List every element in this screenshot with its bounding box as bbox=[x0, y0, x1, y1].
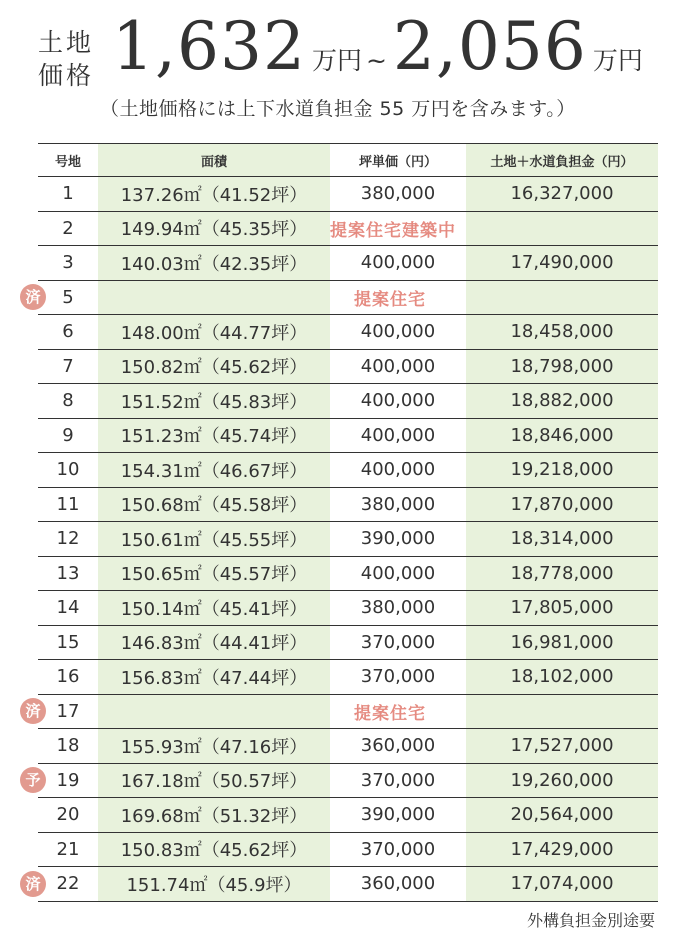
area-cell: 150.14㎡（45.41坪） bbox=[98, 591, 330, 626]
lot-number-cell bbox=[38, 246, 98, 281]
proposal-status: 提案住宅建築中 bbox=[330, 220, 456, 241]
unit-price-cell: 370,000 bbox=[360, 631, 436, 653]
total-cell: 17,527,000 bbox=[466, 729, 658, 764]
area-cell: 146.83㎡（44.41坪） bbox=[98, 625, 330, 660]
lot-number: 10 bbox=[56, 459, 80, 481]
table-row bbox=[38, 384, 658, 419]
lot-number: 12 bbox=[56, 528, 80, 550]
price-max-unit: 万円 bbox=[592, 46, 643, 75]
table-header-row bbox=[38, 144, 658, 177]
lot-number: 20 bbox=[56, 804, 80, 826]
area-cell: 151.23㎡（45.74坪） bbox=[98, 418, 330, 453]
area-cell: 167.18㎡（50.57坪） bbox=[98, 763, 330, 798]
unit-price-cell: 380,000 bbox=[360, 597, 436, 619]
total-cell: 19,218,000 bbox=[466, 453, 658, 488]
table-row bbox=[38, 418, 658, 453]
lot-table bbox=[25, 143, 658, 902]
total-cell: 16,327,000 bbox=[466, 177, 658, 212]
price-max: 2,056 bbox=[392, 8, 587, 85]
table-row bbox=[38, 315, 658, 350]
table-row bbox=[38, 349, 658, 384]
lot-number: 1 bbox=[62, 183, 74, 205]
lot-number: 11 bbox=[56, 493, 80, 515]
area-cell bbox=[98, 694, 330, 729]
status-cell bbox=[330, 211, 658, 246]
table-row bbox=[38, 832, 658, 867]
area-cell: 151.74㎡（45.9坪） bbox=[98, 867, 330, 902]
lot-number: 13 bbox=[56, 562, 80, 584]
total-cell: 19,260,000 bbox=[466, 763, 658, 798]
status-badge: 済 bbox=[20, 284, 46, 310]
label-line-1: 土地 bbox=[38, 28, 95, 57]
table-row bbox=[38, 625, 658, 660]
table-row bbox=[38, 453, 658, 488]
lot-number: 2 bbox=[62, 217, 74, 239]
lot-number: 21 bbox=[56, 838, 80, 860]
lot-number-cell bbox=[38, 591, 98, 626]
col-header-lot: 号地 bbox=[54, 154, 81, 170]
area-cell: 150.68㎡（45.58坪） bbox=[98, 487, 330, 522]
table-row bbox=[38, 660, 658, 695]
table-row bbox=[38, 246, 658, 281]
lot-number: 17 bbox=[56, 700, 80, 722]
area-cell: 156.83㎡（47.44坪） bbox=[98, 660, 330, 695]
area-cell: 148.00㎡（44.77坪） bbox=[98, 315, 330, 350]
lot-number: 7 bbox=[62, 355, 74, 377]
lot-number-cell bbox=[25, 694, 98, 729]
footer-note: 外構負担金別途要 bbox=[526, 911, 655, 930]
table-row bbox=[38, 694, 658, 729]
proposal-status: 提案住宅 bbox=[354, 703, 426, 724]
lot-number-cell bbox=[38, 384, 98, 419]
unit-price-cell: 400,000 bbox=[360, 355, 436, 377]
lot-number: 16 bbox=[56, 666, 80, 688]
total-cell: 18,102,000 bbox=[466, 660, 658, 695]
total-cell: 17,429,000 bbox=[466, 832, 658, 867]
unit-price-cell: 380,000 bbox=[360, 493, 436, 515]
lot-number-cell bbox=[38, 177, 98, 212]
lot-number: 18 bbox=[56, 735, 80, 757]
land-price-label bbox=[38, 26, 98, 92]
lot-number-cell bbox=[38, 453, 98, 488]
table-row bbox=[38, 729, 658, 764]
lot-number-cell bbox=[38, 315, 98, 350]
lot-number-cell bbox=[25, 280, 98, 315]
lot-number: 19 bbox=[56, 769, 80, 791]
area-cell: 154.31㎡（46.67坪） bbox=[98, 453, 330, 488]
area-cell: 149.94㎡（45.35坪） bbox=[98, 211, 330, 246]
proposal-status: 提案住宅 bbox=[354, 289, 426, 310]
area-cell: 150.83㎡（45.62坪） bbox=[98, 832, 330, 867]
unit-price-cell: 400,000 bbox=[360, 321, 436, 343]
total-cell: 17,805,000 bbox=[466, 591, 658, 626]
total-cell: 16,981,000 bbox=[466, 625, 658, 660]
lot-number-cell bbox=[25, 763, 98, 798]
area-cell: 140.03㎡（42.35坪） bbox=[98, 246, 330, 281]
lot-number: 9 bbox=[62, 424, 74, 446]
total-cell: 18,458,000 bbox=[466, 315, 658, 350]
unit-price-cell: 380,000 bbox=[360, 183, 436, 205]
lot-number-cell bbox=[38, 625, 98, 660]
price-min: 1,632 bbox=[112, 8, 306, 85]
table-row bbox=[38, 487, 658, 522]
unit-price-cell: 400,000 bbox=[360, 390, 436, 412]
area-cell: 150.61㎡（45.55坪） bbox=[98, 522, 330, 557]
lot-number: 3 bbox=[62, 252, 74, 274]
status-cell bbox=[330, 280, 658, 315]
status-cell bbox=[330, 694, 658, 729]
table-row bbox=[38, 211, 658, 246]
status-badge: 予 bbox=[20, 767, 46, 793]
table-row bbox=[38, 591, 658, 626]
price-min-unit: 万円 bbox=[311, 46, 362, 75]
unit-price-cell: 370,000 bbox=[360, 769, 436, 791]
area-cell: 137.26㎡（41.52坪） bbox=[98, 177, 330, 212]
table-row bbox=[38, 522, 658, 557]
col-header-total: 土地＋水道負担金（円） bbox=[466, 144, 658, 177]
total-cell: 17,074,000 bbox=[466, 867, 658, 902]
lot-number: 15 bbox=[56, 631, 80, 653]
unit-price-cell: 390,000 bbox=[360, 804, 436, 826]
lot-number-cell bbox=[38, 660, 98, 695]
price-range bbox=[112, 8, 647, 85]
lot-number-cell bbox=[38, 418, 98, 453]
unit-price-cell: 400,000 bbox=[360, 424, 436, 446]
status-badge: 済 bbox=[20, 698, 46, 724]
price-note: （土地価格には上下水道負担金 55 万円を含みます。） bbox=[100, 98, 576, 120]
area-cell: 151.52㎡（45.83坪） bbox=[98, 384, 330, 419]
area-cell: 169.68㎡（51.32坪） bbox=[98, 798, 330, 833]
lot-number-cell bbox=[38, 798, 98, 833]
area-cell: 150.82㎡（45.62坪） bbox=[98, 349, 330, 384]
table-row bbox=[38, 177, 658, 212]
table-row bbox=[38, 280, 658, 315]
lot-number: 14 bbox=[56, 597, 80, 619]
area-cell: 155.93㎡（47.16坪） bbox=[98, 729, 330, 764]
label-line-2: 価格 bbox=[38, 61, 95, 90]
table-row bbox=[38, 867, 658, 902]
col-header-area: 面積 bbox=[98, 144, 330, 177]
table-row bbox=[38, 798, 658, 833]
total-cell: 20,564,000 bbox=[466, 798, 658, 833]
total-cell: 18,882,000 bbox=[466, 384, 658, 419]
lot-number-cell bbox=[38, 556, 98, 591]
lot-number-cell bbox=[38, 349, 98, 384]
unit-price-cell: 400,000 bbox=[360, 252, 436, 274]
lot-number-cell bbox=[38, 211, 98, 246]
area-cell bbox=[98, 280, 330, 315]
unit-price-cell: 390,000 bbox=[360, 528, 436, 550]
table-row bbox=[38, 763, 658, 798]
total-cell: 18,778,000 bbox=[466, 556, 658, 591]
total-cell: 18,846,000 bbox=[466, 418, 658, 453]
table-row bbox=[38, 556, 658, 591]
status-badge: 済 bbox=[20, 871, 46, 897]
lot-number-cell bbox=[38, 832, 98, 867]
unit-price-cell: 400,000 bbox=[360, 562, 436, 584]
total-cell: 17,870,000 bbox=[466, 487, 658, 522]
unit-price-cell: 370,000 bbox=[360, 666, 436, 688]
unit-price-cell: 360,000 bbox=[360, 873, 436, 895]
total-cell: 18,314,000 bbox=[466, 522, 658, 557]
price-tilde: ~ bbox=[365, 46, 387, 75]
unit-price-cell: 400,000 bbox=[360, 459, 436, 481]
lot-number: 6 bbox=[62, 321, 74, 343]
lot-number: 5 bbox=[62, 286, 74, 308]
lot-number: 22 bbox=[56, 873, 80, 895]
total-cell: 17,490,000 bbox=[466, 246, 658, 281]
lot-number-cell bbox=[38, 522, 98, 557]
lot-table-body bbox=[25, 177, 658, 902]
lot-number-cell bbox=[38, 487, 98, 522]
col-header-unit-price: 坪単価（円） bbox=[358, 154, 437, 170]
price-header bbox=[0, 0, 685, 135]
unit-price-cell: 370,000 bbox=[360, 838, 436, 860]
total-cell: 18,798,000 bbox=[466, 349, 658, 384]
lot-number: 8 bbox=[62, 390, 74, 412]
lot-number-cell bbox=[25, 867, 98, 902]
lot-number-cell bbox=[38, 729, 98, 764]
unit-price-cell: 360,000 bbox=[360, 735, 436, 757]
area-cell: 150.65㎡（45.57坪） bbox=[98, 556, 330, 591]
